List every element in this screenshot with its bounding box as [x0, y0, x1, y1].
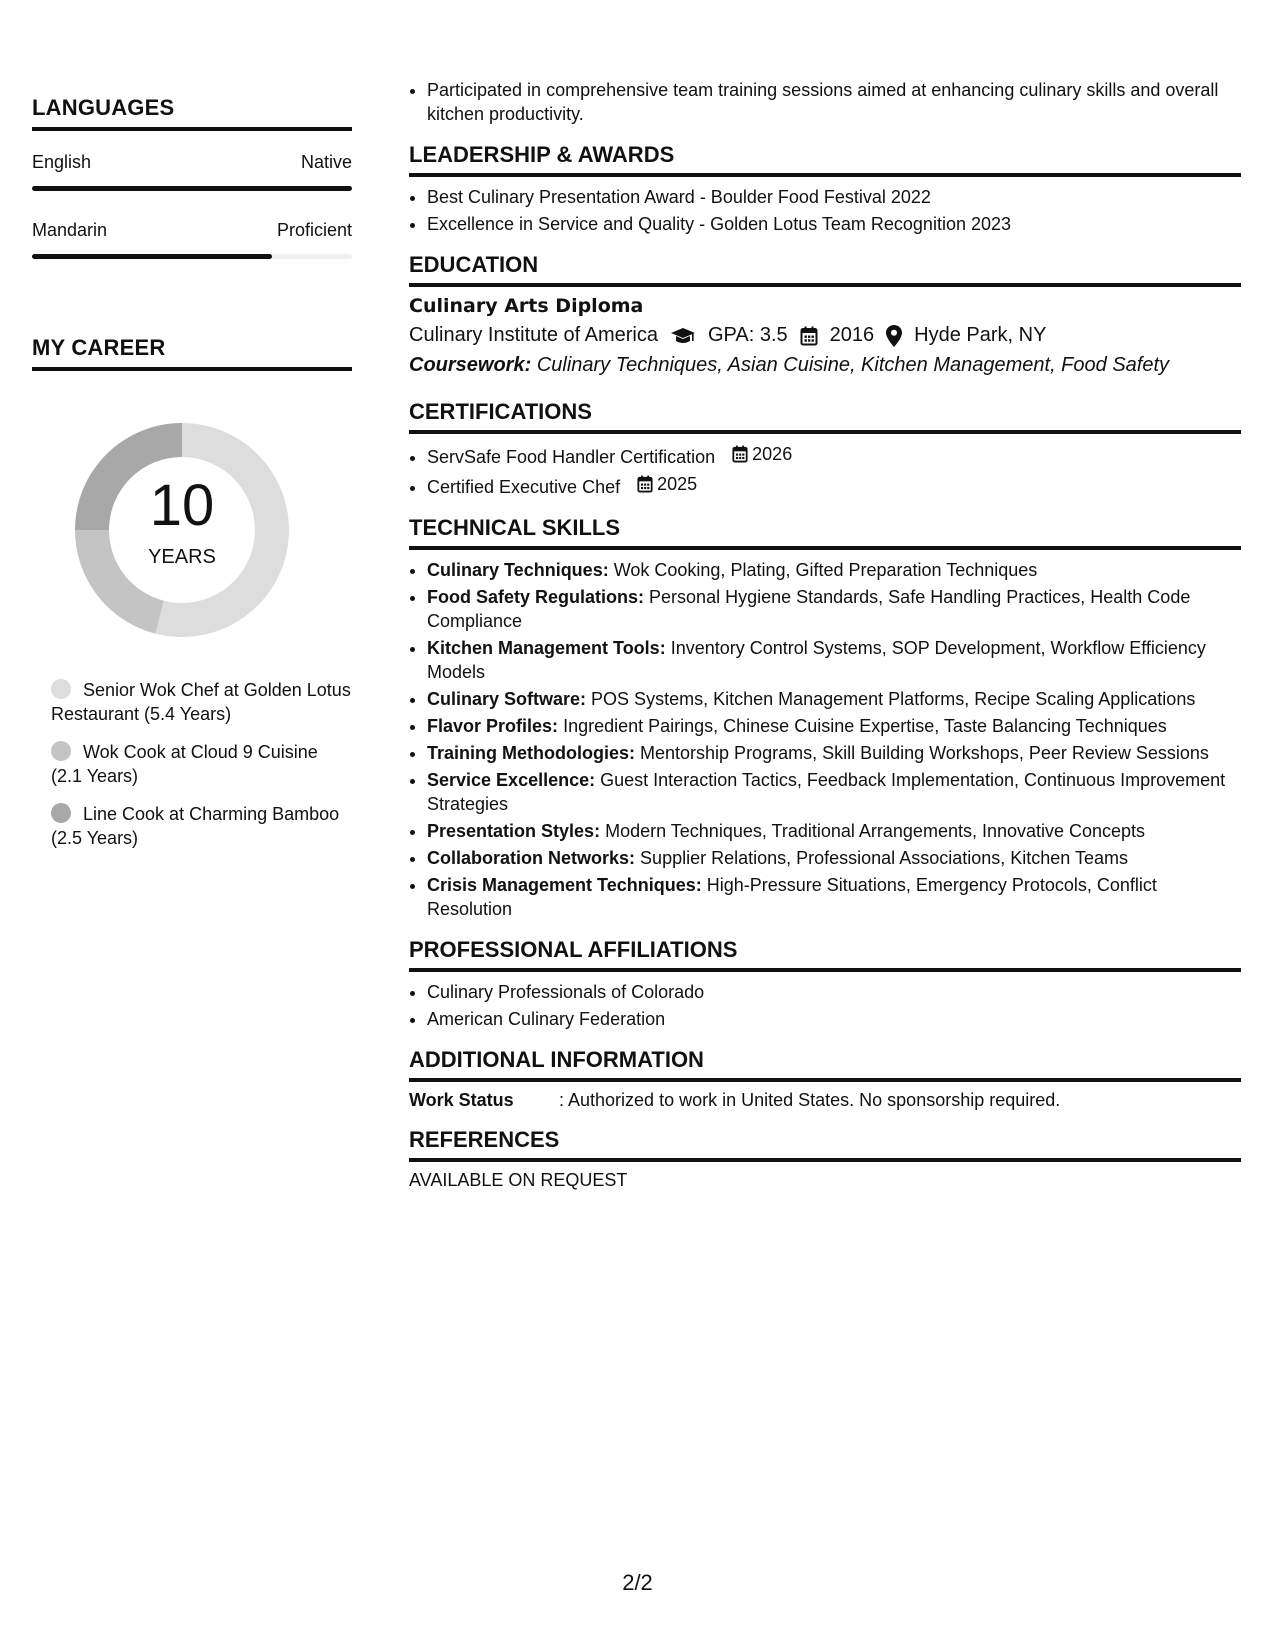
certification-date — [732, 442, 792, 466]
skills-heading: TECHNICAL SKILLS — [409, 515, 1241, 550]
skill-text: Inventory Control Systems, SOP Development, Workflow Efficiency Models — [427, 638, 1206, 682]
career-total-value: 10 — [149, 473, 215, 538]
list-item: • Participated in comprehensive team training sessions aimed at enhancing culinary skills and overall kitchen productivity. — [427, 78, 1241, 126]
certification-name: ServSafe Food Handler Certification — [427, 447, 716, 467]
languages-heading: LANGUAGES — [32, 95, 352, 131]
education-heading: EDUCATION — [409, 252, 1241, 287]
calendar-icon — [800, 326, 818, 346]
certification-year: 2025 — [657, 474, 698, 494]
skill-text: Wok Cooking, Plating, Gifted Preparation Techniques — [613, 560, 1038, 580]
skill-category: Service Excellence: — [427, 770, 596, 790]
skill-category: Crisis Management Techniques: — [427, 875, 702, 895]
skill-item — [427, 741, 1241, 765]
career-legend-item — [51, 802, 351, 850]
list-item: • Culinary Professionals of Colorado — [427, 980, 1241, 1004]
skills-list — [409, 558, 1241, 921]
work-status-value: : Authorized to work in United States. No sponsorship required. — [559, 1090, 1061, 1110]
skill-item — [427, 714, 1241, 738]
certifications-heading: CERTIFICATIONS — [409, 399, 1241, 434]
skill-text: High-Pressure Situations, Emergency Protocols, Conflict Resolution — [427, 875, 1157, 919]
language-level: Proficient — [276, 220, 352, 240]
skill-text: Mentorship Programs, Skill Building Workshops, Peer Review Sessions — [640, 743, 1209, 763]
language-bar-fill — [32, 186, 352, 191]
affiliations-list — [409, 980, 1241, 1031]
list-item: • American Culinary Federation — [427, 1007, 1241, 1031]
skill-item — [427, 585, 1241, 633]
education-school: Culinary Institute of America — [409, 324, 658, 346]
skill-category: Culinary Techniques: — [427, 560, 609, 580]
language-name: Mandarin — [32, 220, 108, 240]
main-content — [409, 78, 1241, 1191]
work-status-label: Work Status — [409, 1090, 514, 1110]
skill-item — [427, 768, 1241, 816]
education-coursework — [409, 354, 1241, 377]
work-status-row — [409, 1090, 1241, 1111]
skill-text: Ingredient Pairings, Chinese Cuisine Expertise, Taste Balancing Techniques — [563, 716, 1167, 736]
language-level: Native — [300, 152, 352, 172]
education-location: Hyde Park, NY — [914, 324, 1047, 346]
leadership-list — [409, 185, 1241, 236]
career-donut-chart — [62, 410, 302, 650]
skill-category: Kitchen Management Tools: — [427, 638, 666, 658]
legend-dot — [51, 679, 71, 699]
language-bar — [32, 254, 352, 259]
skill-category: Culinary Software: — [427, 689, 587, 709]
coursework-label: Coursework: — [409, 354, 532, 376]
career-legend-label: Wok Cook at Cloud 9 Cuisine (2.1 Years) — [51, 742, 318, 786]
list-item — [427, 472, 1241, 499]
skill-item — [427, 873, 1241, 921]
coursework-text: Culinary Techniques, Asian Cuisine, Kitchen Management, Food Safety — [536, 354, 1170, 376]
legend-dot — [51, 741, 71, 761]
skill-item — [427, 819, 1241, 843]
map-pin-icon — [886, 325, 902, 347]
certification-year: 2026 — [752, 444, 793, 464]
skill-category: Training Methodologies: — [427, 743, 635, 763]
education-details — [409, 324, 1241, 347]
certifications-list — [409, 442, 1241, 499]
skill-item — [427, 636, 1241, 684]
career-total-unit: YEARS — [148, 546, 216, 568]
career-legend-item — [51, 740, 351, 788]
skill-text: Guest Interaction Tactics, Feedback Implementation, Continuous Improvement Strategies — [427, 770, 1226, 814]
skill-item — [427, 687, 1241, 711]
additional-heading: ADDITIONAL INFORMATION — [409, 1047, 1241, 1082]
list-item — [427, 442, 1241, 469]
language-bar-fill — [32, 254, 272, 259]
certification-date — [637, 472, 697, 496]
affiliations-heading: PROFESSIONAL AFFILIATIONS — [409, 937, 1241, 972]
skill-text: POS Systems, Kitchen Management Platforms, Recipe Scaling Applications — [591, 689, 1196, 709]
language-name: English — [32, 152, 92, 172]
career-legend-label: Senior Wok Chef at Golden Lotus Restaurant (5.4 Years) — [51, 680, 351, 724]
calendar-icon — [732, 445, 748, 463]
experience-tail-list — [409, 78, 1241, 126]
career-legend-label: Line Cook at Charming Bamboo (2.5 Years) — [51, 804, 340, 848]
page-number: 2/2 — [622, 1570, 653, 1595]
career-heading: MY CAREER — [32, 335, 352, 371]
leadership-heading: LEADERSHIP & AWARDS — [409, 142, 1241, 177]
list-item: • Excellence in Service and Quality - Golden Lotus Team Recognition 2023 — [427, 212, 1241, 236]
education-year: 2016 — [829, 324, 875, 346]
skill-category: Flavor Profiles: — [427, 716, 559, 736]
skill-text: Modern Techniques, Traditional Arrangements, Innovative Concepts — [605, 821, 1146, 841]
skill-item — [427, 558, 1241, 582]
list-item: • Best Culinary Presentation Award - Boulder Food Festival 2022 — [427, 185, 1241, 209]
education-gpa: GPA: 3.5 — [708, 324, 788, 346]
skill-text: Personal Hygiene Standards, Safe Handling Practices, Health Code Compliance — [427, 587, 1191, 631]
calendar-icon — [637, 475, 653, 493]
language-bar — [32, 186, 352, 191]
skill-category: Food Safety Regulations: — [427, 587, 645, 607]
skill-item — [427, 846, 1241, 870]
skill-category: Presentation Styles: — [427, 821, 601, 841]
references-text: AVAILABLE ON REQUEST — [409, 1170, 628, 1190]
certification-name: Certified Executive Chef — [427, 477, 621, 497]
education-degree: Culinary Arts Diploma — [409, 295, 644, 317]
skill-text: Supplier Relations, Professional Associations, Kitchen Teams — [640, 848, 1128, 868]
career-legend-item — [51, 678, 351, 726]
legend-dot — [51, 803, 71, 823]
graduation-cap-icon — [670, 326, 696, 346]
references-heading: REFERENCES — [409, 1127, 1241, 1162]
skill-category: Collaboration Networks: — [427, 848, 636, 868]
